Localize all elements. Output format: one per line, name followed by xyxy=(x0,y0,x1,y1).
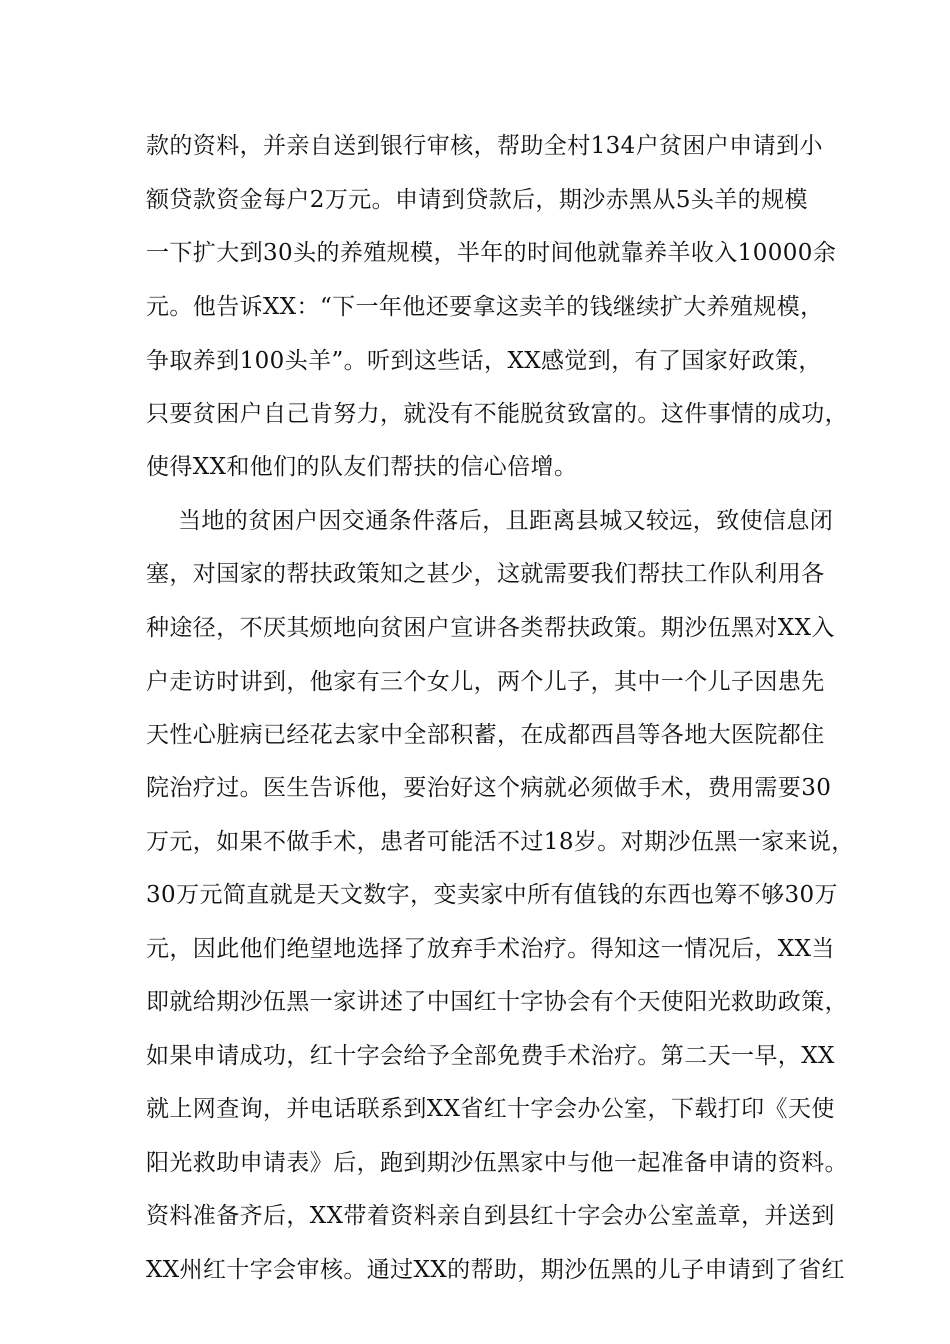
paragraph-line: 一下扩大到30头的养殖规模，半年的时间他就靠养羊收入10000余 xyxy=(146,240,837,266)
paragraph-line: 万元，如果不做手术，患者可能活不过18岁。对期沙伍黑一家来说， xyxy=(146,829,855,855)
paragraph-line: 院治疗过。医生告诉他，要治好这个病就必须做手术，费用需要30 xyxy=(146,775,832,801)
paragraph-line: 元。他告诉XX：“下一年他还要拿这卖羊的钱继续扩大养殖规模， xyxy=(146,294,824,320)
paragraph-line: 户走访时讲到，他家有三个女儿，两个儿子，其中一个儿子因患先 xyxy=(146,669,825,695)
paragraph-line: 款的资料，并亲自送到银行审核，帮助全村134户贫困户申请到小 xyxy=(146,133,823,159)
paragraph-line: 即就给期沙伍黑一家讲述了中国红十字协会有个天使阳光救助政策， xyxy=(146,989,848,1015)
paragraph-line: 额贷款资金每户2万元。申请到贷款后，期沙赤黑从5头羊的规模 xyxy=(146,187,808,213)
paragraph-line: 当地的贫困户因交通条件落后，且距离县城又较远，致使信息闭 xyxy=(178,508,834,534)
paragraph-line: 30万元简直就是天文数字，变卖家中所有值钱的东西也筹不够30万 xyxy=(146,882,838,908)
paragraph-line: 争取养到100头羊”。听到这些话，XX感觉到，有了国家好政策， xyxy=(146,348,822,374)
paragraph-line: 如果申请成功，红十字会给予全部免费手术治疗。第二天一早，XX xyxy=(146,1043,835,1069)
paragraph-line: 种途径，不厌其烦地向贫困户宣讲各类帮扶政策。期沙伍黑对XX入 xyxy=(146,615,835,641)
paragraph-line: 资料准备齐后，XX带着资料亲自到县红十字会办公室盖章，并送到 xyxy=(146,1203,835,1229)
paragraph-line: 元，因此他们绝望地选择了放弃手术治疗。得知这一情况后，XX当 xyxy=(146,936,835,962)
paragraph-line: 就上网查询，并电话联系到XX省红十字会办公室，下载打印《天使 xyxy=(146,1096,835,1122)
paragraph-line: 塞，对国家的帮扶政策知之甚少，这就需要我们帮扶工作队利用各 xyxy=(146,561,825,587)
paragraph-line: 天性心脏病已经花去家中全部积蓄，在成都西昌等各地大医院都住 xyxy=(146,722,825,748)
paragraph-line: 使得XX和他们的队友们帮扶的信心倍增。 xyxy=(146,454,578,480)
paragraph-line: 只要贫困户自己肯努力，就没有不能脱贫致富的。这件事情的成功， xyxy=(146,401,848,427)
paragraph-line: 阳光救助申请表》后，跑到期沙伍黑家中与他一起准备申请的资料。 xyxy=(146,1150,848,1176)
paragraph-line: XX州红十字会审核。通过XX的帮助，期沙伍黑的儿子申请到了省红 xyxy=(146,1257,845,1283)
